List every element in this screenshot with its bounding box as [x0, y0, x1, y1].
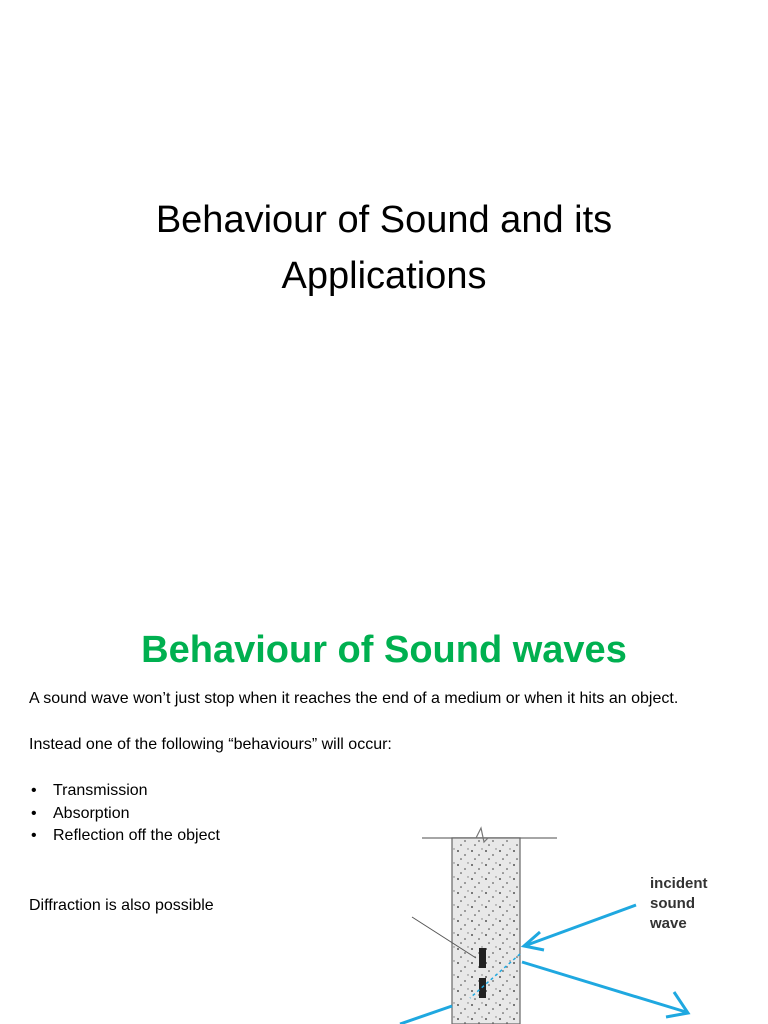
behaviour-list [29, 780, 220, 848]
slide-title-line-2: Applications [281, 255, 487, 297]
caption-line: incident [650, 875, 708, 892]
sound-wave-diagram [330, 820, 750, 1024]
slide-title-line-1: Behaviour of Sound and its [155, 199, 613, 241]
diffraction-text: Diffraction is also possible [29, 897, 214, 914]
bullet-icon: • [31, 827, 37, 844]
list-item-label: Absorption [53, 804, 130, 822]
content-slide-title: Behaviour of Sound waves [141, 629, 627, 671]
list-item-label: Reflection off the object [53, 827, 220, 844]
caption-line: sound [650, 895, 695, 912]
diagram-caption [649, 875, 712, 932]
transmitted-wave-icon [400, 1006, 452, 1024]
arrowhead-icon [666, 992, 688, 1017]
bullet-icon: • [31, 804, 37, 822]
list-item [29, 825, 220, 848]
intro-text: A sound wave won’t just stop when it reaches the end of a medium or when it hits an object. [29, 690, 679, 707]
reflected-wave-icon [522, 962, 686, 1012]
list-item [29, 780, 220, 803]
slot-icon [479, 948, 486, 968]
bullet-icon: • [31, 782, 37, 799]
list-item-label: Transmission [53, 782, 148, 799]
slot-icon [479, 978, 486, 998]
slide-title [0, 192, 768, 304]
instead-text: Instead one of the following “behaviours” will occur: [29, 736, 392, 753]
list-item [29, 803, 220, 826]
incident-wave-icon [527, 905, 636, 945]
caption-line: wave [650, 915, 687, 932]
